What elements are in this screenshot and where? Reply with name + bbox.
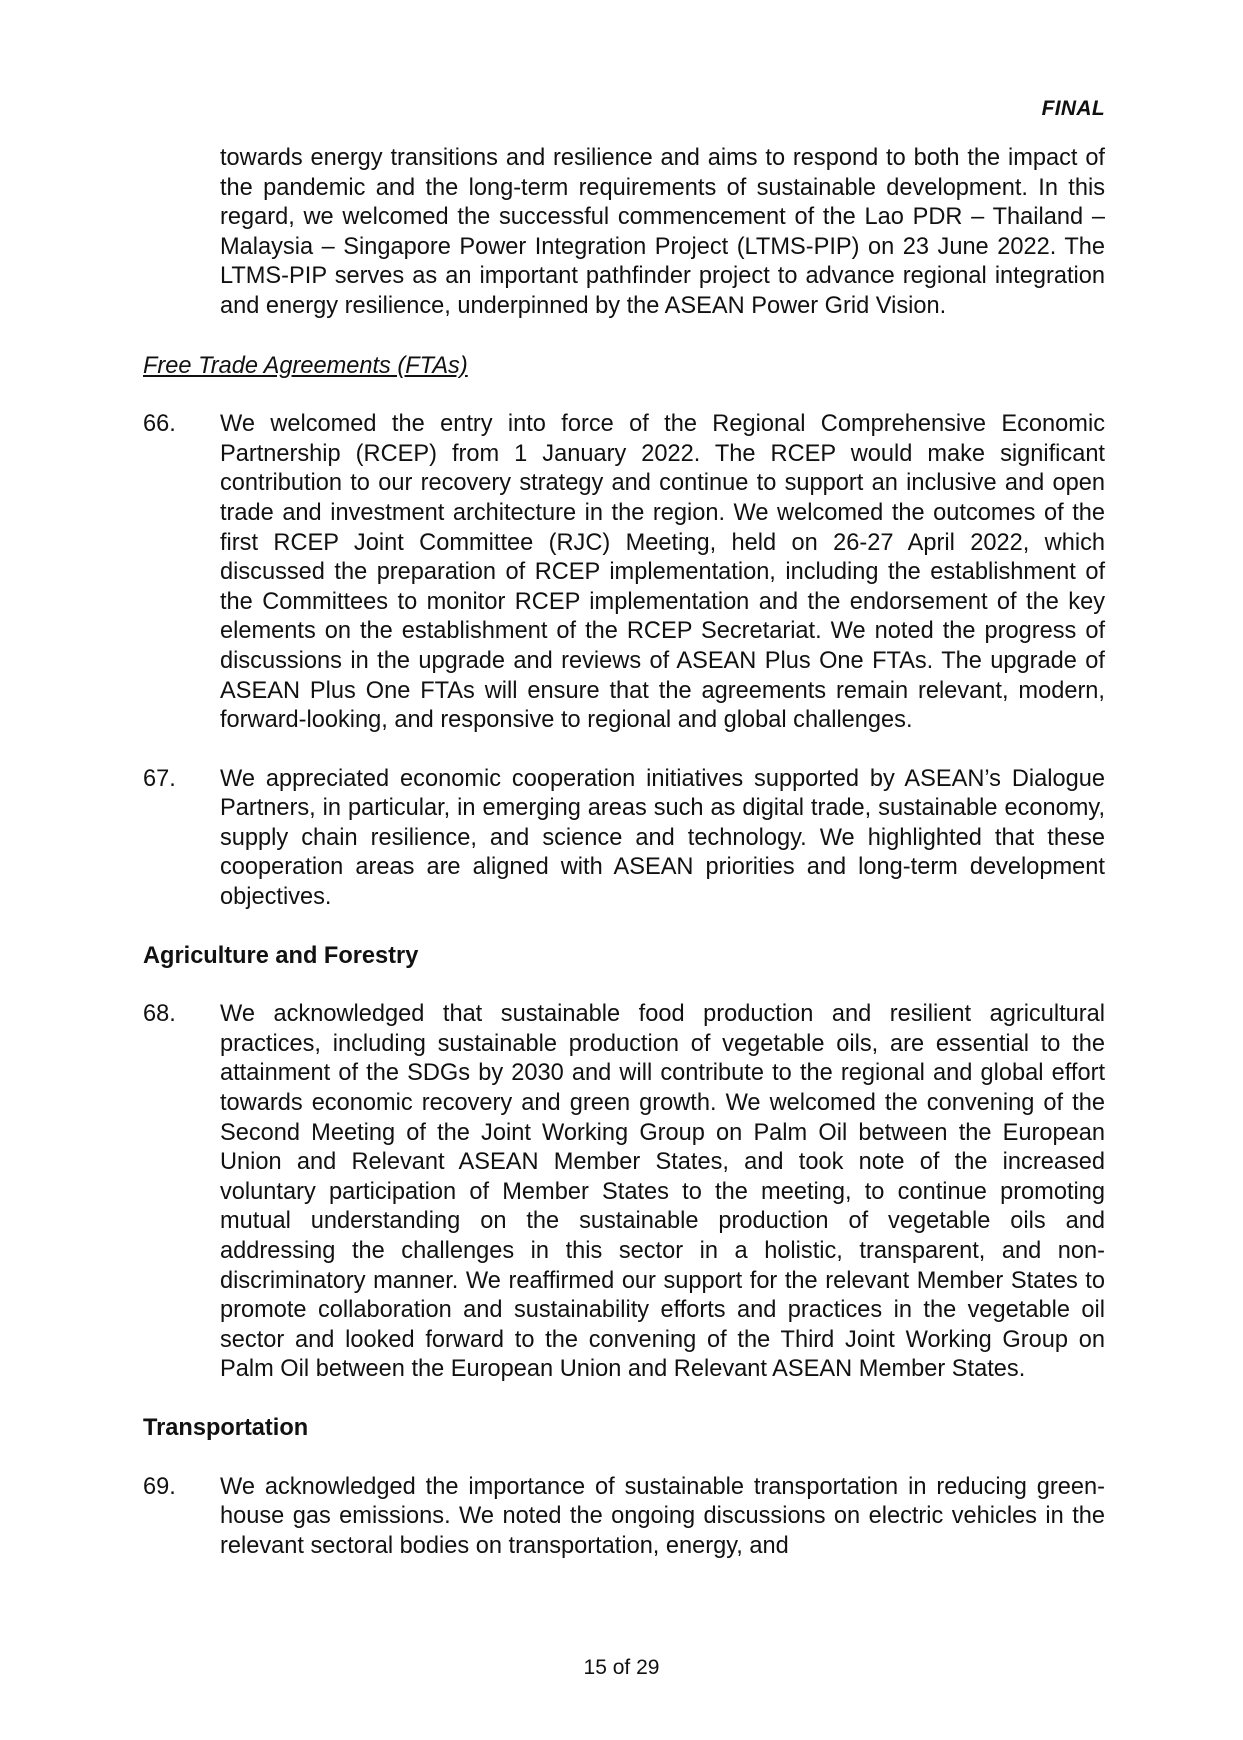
paragraph-number: 68. xyxy=(143,1001,176,1028)
page-number: 15 of 29 xyxy=(583,1656,660,1679)
paragraph-number: 69. xyxy=(143,1473,176,1500)
paragraph-number: 67. xyxy=(143,765,176,792)
paragraph-text: We acknowledged the importance of sustainable transportation in reducing green-house gas emissions. We noted the ongoing discussions on electric vehicles in the relevant sectoral bodies on transportation, energy, and xyxy=(220,1473,1105,1559)
paragraph-68 xyxy=(143,1000,1105,1385)
section-heading-transportation: Transportation xyxy=(143,1414,309,1441)
paragraph-text: We appreciated economic cooperation initiatives supported by ASEAN’s Dialogue Partners, in particular, in emerging areas such as digital trade, sustainable economy, supply chain resilience, and science and technology. We highlighted that these cooperation areas are aligned with ASEAN priorities and long-term development objectives. xyxy=(220,765,1105,911)
paragraph-text: We acknowledged that sustainable food production and resilient agricultural practices, including sustainable production of vegetable oils, are essential to the attainment of the SDGs by 2030 and will contribute to the regional and global effort towards economic recovery and green growth. We welcomed the convening of the Second Meeting of the Joint Working Group on Palm Oil between the European Union and Relevant ASEAN Member States, and took note of the increased voluntary participation of Member States to the meeting, to continue promoting mutual understanding on the sustainable production of vegetable oils and addressing the challenges in this sector in a holistic, transparent, and non-discriminatory manner. We reaffirmed our support for the relevant Member States to promote collaboration and sustainability efforts and practices in the vegetable oil sector and looked forward to the convening of the Third Joint Working Group on Palm Oil between the European Union and Relevant ASEAN Member States. xyxy=(220,1001,1105,1383)
section-heading-agriculture: Agriculture and Forestry xyxy=(143,942,419,969)
paragraph-number: 66. xyxy=(143,411,176,438)
paragraph-66 xyxy=(143,410,1105,736)
continuation-paragraph: towards energy transitions and resilience and aims to respond to both the impact of the pandemic and the long-term requirements of sustainable development. In this regard, we welcomed the successful commencement of the Lao PDR – Thailand – Malaysia – Singapore Power Integration Project (LTMS-PIP) on 23 June 2022. The LTMS-PIP serves as an important pathfinder project to advance regional integration and energy resilience, underpinned by the ASEAN Power Grid Vision. xyxy=(220,145,1105,319)
paragraph-69 xyxy=(143,1473,1105,1562)
document-body xyxy=(143,144,1105,1561)
paragraph-67 xyxy=(143,765,1105,913)
document-status-label: FINAL xyxy=(1041,97,1105,120)
section-heading-ftas: Free Trade Agreements (FTAs) xyxy=(143,352,468,379)
paragraph-text: We welcomed the entry into force of the Regional Comprehensive Economic Partnership (RCEP) from 1 January 2022. The RCEP would make significant contribution to our recovery strategy and continue to support an inclusive and open trade and investment architecture in the region. We welcomed the outcomes of the first RCEP Joint Committee (RJC) Meeting, held on 26-27 April 2022, which discussed the preparation of RCEP implementation, including the establishment of the Committees to monitor RCEP implementation and the endorsement of the key elements on the establishment of the RCEP Secretariat. We noted the progress of discussions in the upgrade and reviews of ASEAN Plus One FTAs. The upgrade of ASEAN Plus One FTAs will ensure that the agreements remain relevant, modern, forward-looking, and responsive to regional and global challenges. xyxy=(220,411,1105,734)
